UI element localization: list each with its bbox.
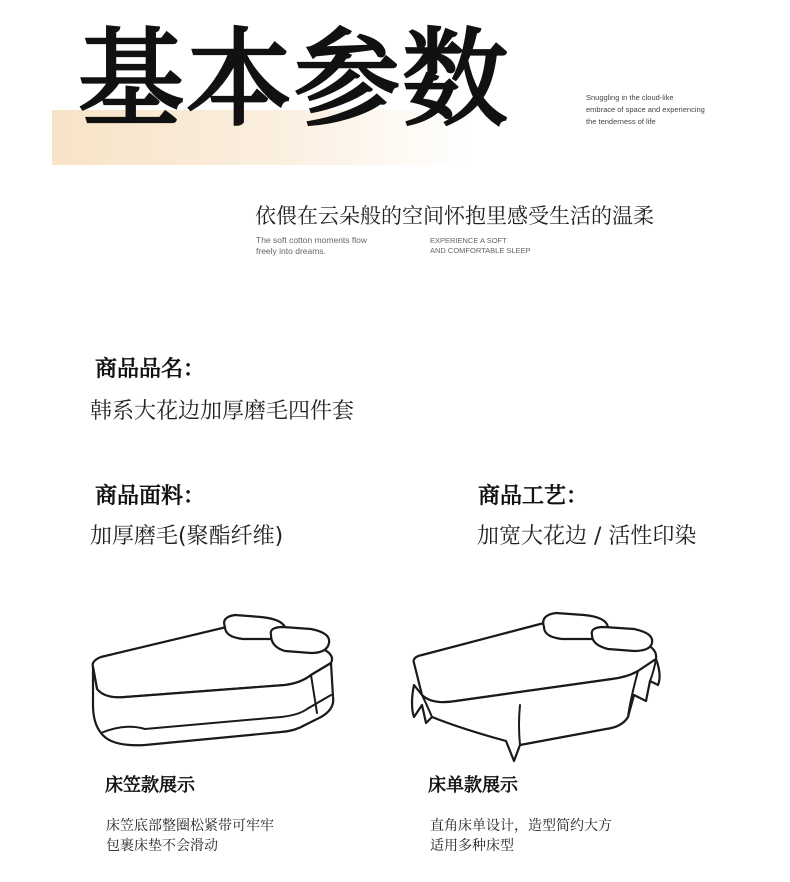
sub-en-line: The soft cotton moments flow xyxy=(256,235,368,245)
sub-en-line: freely into dreams. xyxy=(256,246,326,256)
fabric-value: 加厚磨毛(聚酯纤维) xyxy=(90,524,284,549)
subtitle-english-right xyxy=(430,236,531,256)
side-text-line: the tenderness of life xyxy=(586,117,656,126)
product-name-value: 韩系大花边加厚磨毛四件套 xyxy=(90,399,355,424)
flat-sheet-bed-icon xyxy=(402,605,672,765)
side-text-line: embrace of space and experiencing xyxy=(586,105,705,114)
fitted-sheet-title: 床笠款展示 xyxy=(105,775,195,796)
fabric-label: 商品面料： xyxy=(95,484,206,509)
product-name-label: 商品品名： xyxy=(95,357,206,382)
description-line: 包裹床垫不会滑动 xyxy=(106,838,218,854)
sub-en-line: AND COMFORTABLE SLEEP xyxy=(430,246,531,255)
craft-value: 加宽大花边 / 活性印染 xyxy=(477,524,697,549)
fitted-sheet-bed-icon xyxy=(85,605,345,755)
sub-en-line: EXPERIENCE A SOFT xyxy=(430,236,507,245)
description-line: 床笠底部整圈松紧带可牢牢 xyxy=(106,818,274,834)
craft-label: 商品工艺： xyxy=(478,484,589,509)
side-text-line: Snuggling in the cloud-like xyxy=(586,93,674,102)
page-title: 基本参数 xyxy=(78,18,510,141)
subtitle: 依偎在云朵般的空间怀抱里感受生活的温柔 xyxy=(255,204,654,228)
description-line: 适用多种床型 xyxy=(430,838,514,854)
description-line: 直角床单设计，造型简约大方 xyxy=(430,818,612,834)
subtitle-english-left xyxy=(256,235,367,257)
side-english-text xyxy=(586,92,726,128)
flat-sheet-title: 床单款展示 xyxy=(428,775,518,796)
fitted-sheet-description xyxy=(106,816,274,856)
flat-sheet-description xyxy=(430,816,612,856)
